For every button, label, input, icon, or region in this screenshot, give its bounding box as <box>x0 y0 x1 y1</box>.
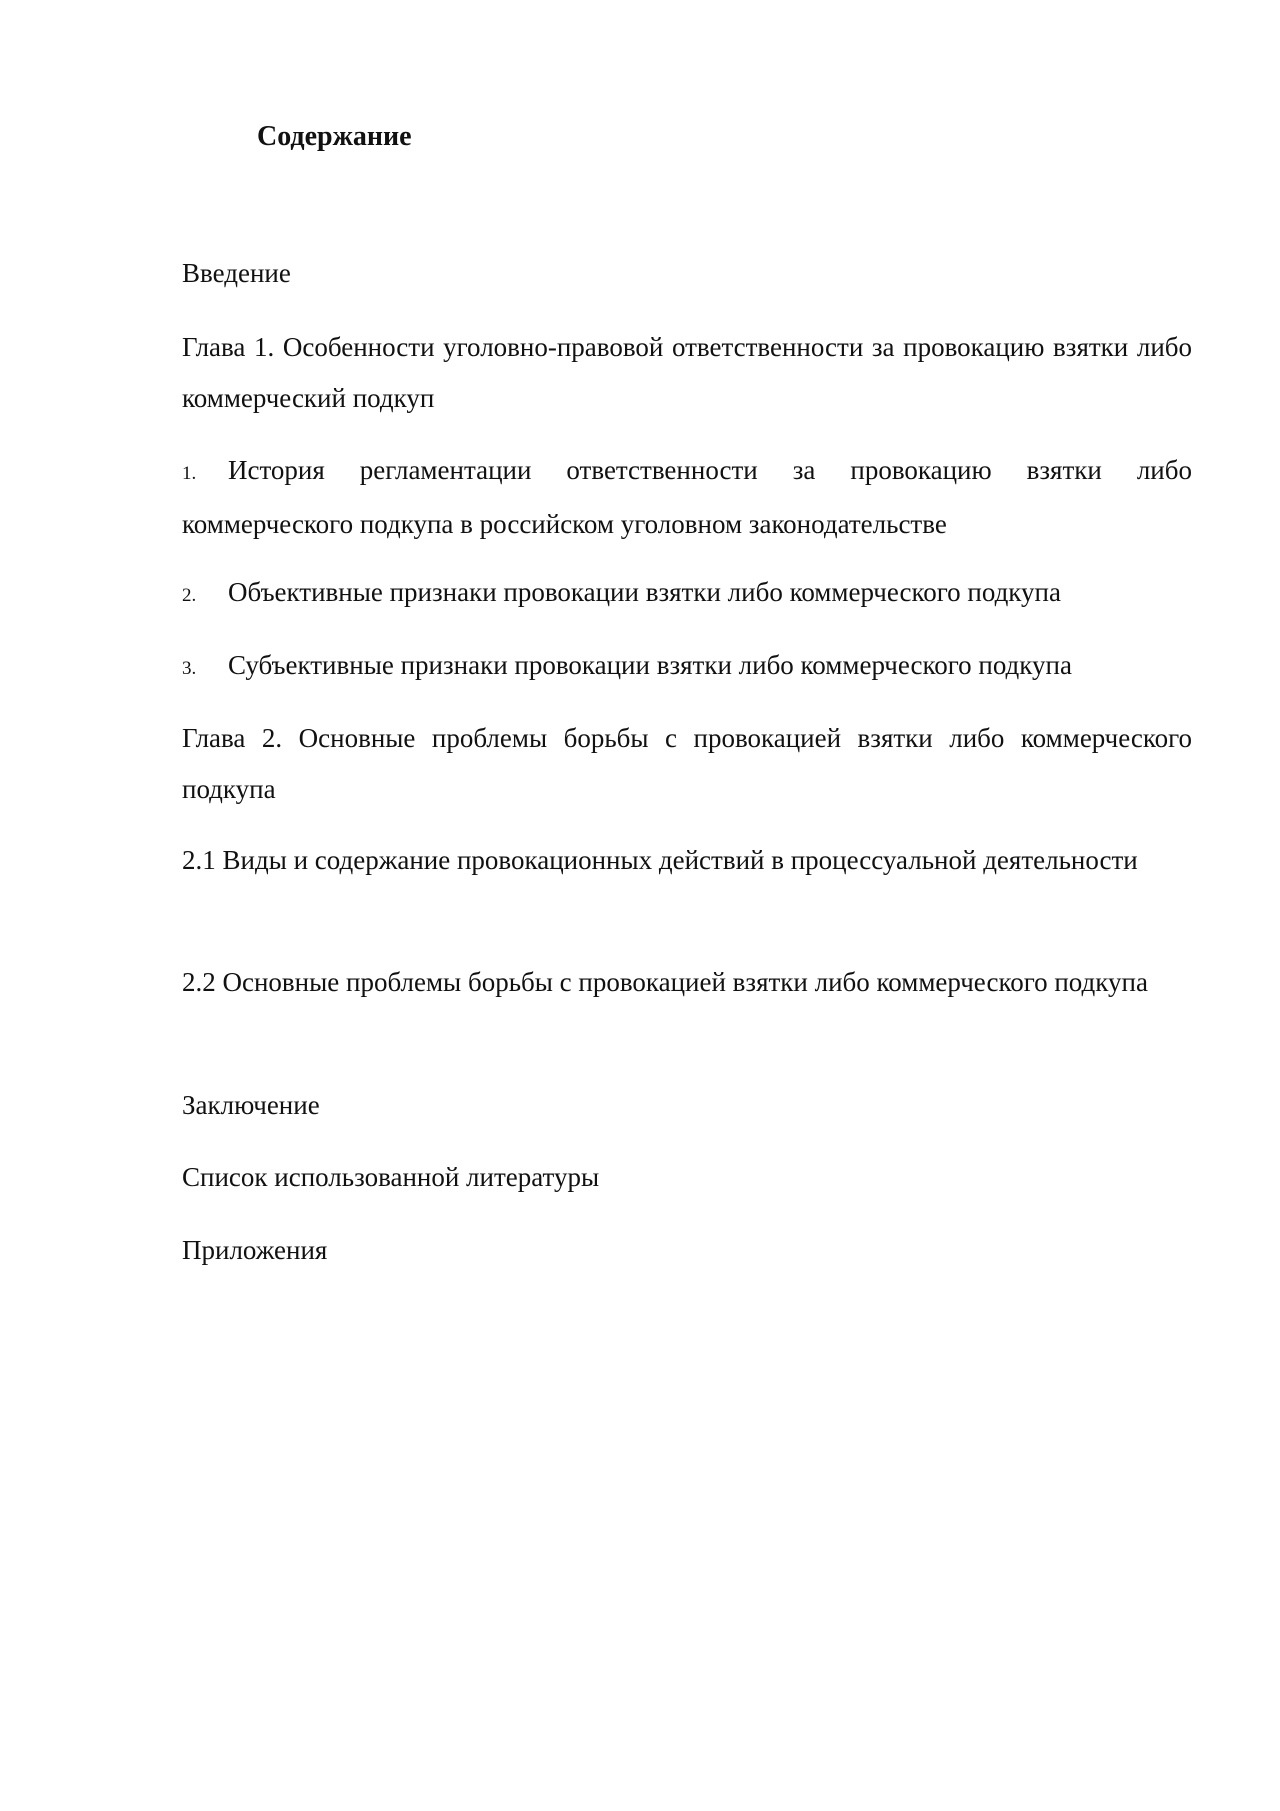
toc-entry-section-1 <box>182 445 1192 550</box>
section-text: Объективные признаки провокации взятки либо коммерческого подкупа <box>228 577 1061 607</box>
section-text: Субъективные признаки провокации взятки либо коммерческого подкупа <box>228 650 1072 680</box>
page-title: Содержание <box>257 121 412 152</box>
section-number: 3. <box>182 658 197 679</box>
toc-entry-section-3 <box>182 640 1192 694</box>
toc-entry-section-2-2: 2.2 Основные проблемы борьбы с провокацией взятки либо коммерческого подкупа <box>182 967 1148 997</box>
toc-entry-section-2 <box>182 567 1192 621</box>
toc-entry-section-2-1: 2.1 Виды и содержание провокационных действий в процессуальной деятельности <box>182 845 1138 875</box>
toc-entry-chapter-2: Глава 2. Основные проблемы борьбы с провокацией взятки либо коммерческого подкупа <box>182 723 1192 804</box>
toc-entry-introduction: Введение <box>182 258 291 288</box>
toc-entry-conclusion: Заключение <box>182 1090 320 1120</box>
toc-entry-chapter-1: Глава 1. Особенности уголовно-правовой ответственности за провокацию взятки либо коммерческий подкуп <box>182 332 1192 413</box>
section-number: 1. <box>182 463 197 484</box>
section-number: 2. <box>182 585 197 606</box>
toc-entry-appendices: Приложения <box>182 1235 328 1265</box>
section-text: История регламентации ответственности за провокацию взятки либо коммерческого подкупа в российском уголовном законодательстве <box>182 455 1192 539</box>
toc-entry-literature: Список использованной литературы <box>182 1162 600 1192</box>
